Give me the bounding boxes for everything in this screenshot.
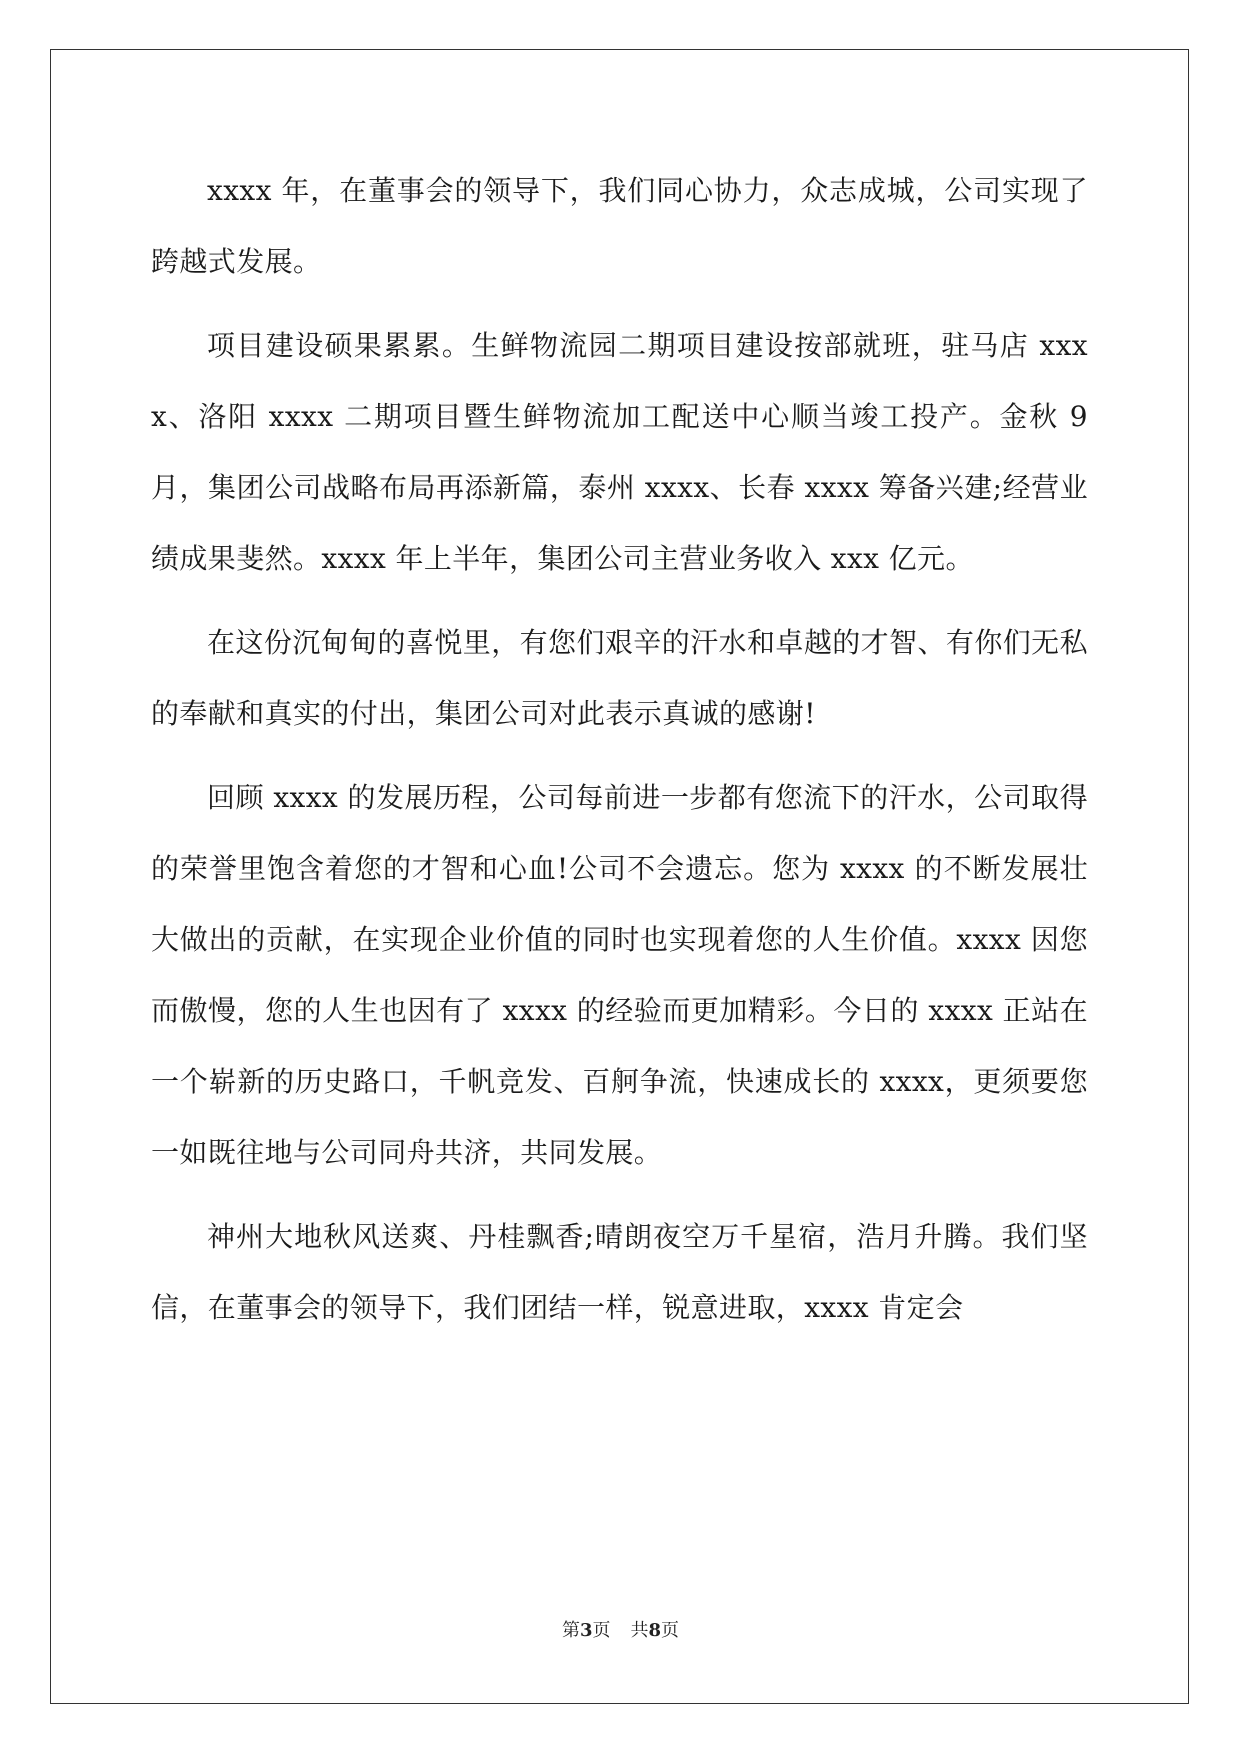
page-prefix: 第 <box>561 1620 580 1641</box>
page-unit: 页 <box>592 1620 611 1641</box>
page-footer <box>0 1616 1241 1642</box>
paragraph-5: 神州大地秋风送爽、丹桂飘香;晴朗夜空万千星宿，浩月升腾。我们坚信，在董事会的领导下，我们团结一样，锐意进取，xxxx 肯定会 <box>151 1220 1088 1324</box>
total-unit: 页 <box>661 1620 680 1641</box>
paragraph-2: 项目建设硕果累累。生鲜物流园二期项目建设按部就班，驻马店 xxxx、洛阳 xxxx 二期项目暨生鲜物流加工配送中心顺当竣工投产。金秋 9 月，集团公司战略布局再添新篇，泰州 xxxx、长春 xxxx 筹备兴建;经营业绩成果斐然。xxxx 年上半年，集团公司主营业务收入 xxx 亿元。 <box>151 329 1088 575</box>
paragraph-4: 回顾 xxxx 的发展历程，公司每前进一步都有您流下的汗水，公司取得的荣誉里饱含着您的才智和心血!公司不会遗忘。您为 xxxx 的不断发展壮大做出的贡献，在实现企业价值的同时也实现着您的人生价值。xxxx 因您而傲慢，您的人生也因有了 xxxx 的经验而更加精彩。今日的 xxxx 正站在一个崭新的历史路口，千帆竞发、百舸争流，快速成长的 xxxx，更须要您一如既往地与公司同舟共济，共同发展。 <box>151 781 1088 1169</box>
page-current: 3 <box>579 1620 593 1641</box>
paragraph-1: xxxx 年，在董事会的领导下，我们同心协力，众志成城，公司实现了跨越式发展。 <box>151 174 1088 278</box>
total-prefix: 共 <box>630 1620 649 1641</box>
page-total: 8 <box>648 1620 662 1641</box>
paragraph-3: 在这份沉甸甸的喜悦里，有您们艰辛的汗水和卓越的才智、有你们无私的奉献和真实的付出，集团公司对此表示真诚的感谢! <box>151 626 1088 730</box>
document-body <box>151 155 1088 1356</box>
